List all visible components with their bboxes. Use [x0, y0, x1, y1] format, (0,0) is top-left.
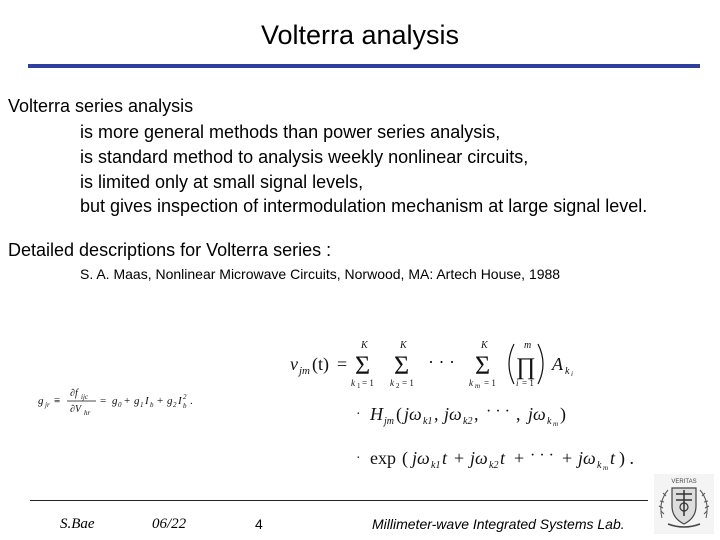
svg-text:2: 2	[173, 401, 177, 409]
svg-text:A: A	[552, 354, 563, 374]
footer-divider	[30, 500, 648, 501]
svg-text:∂f: ∂f	[70, 388, 78, 399]
bullet-line: is limited only at small signal levels,	[80, 172, 364, 192]
svg-text:(: (	[396, 404, 402, 424]
reference-citation: S. A. Maas, Nonlinear Microwave Circuits, Norwood, MA: Artech House, 1988	[80, 266, 561, 282]
svg-text:): )	[560, 404, 566, 424]
svg-text:· · ·: · · ·	[530, 447, 554, 464]
svg-text:I: I	[178, 395, 182, 407]
svg-text:=: =	[100, 395, 107, 407]
bullet-line: is more general methods than power series analysis,	[80, 122, 501, 142]
svg-text:,: ,	[434, 404, 439, 424]
svg-text:jω: jω	[412, 448, 430, 468]
svg-text:m: m	[553, 420, 559, 428]
svg-text:jω: jω	[528, 404, 546, 424]
svg-text:exp: exp	[370, 448, 396, 468]
svg-text:ijc: ijc	[81, 393, 88, 401]
svg-text:·: ·	[356, 407, 361, 422]
svg-text:1: 1	[357, 382, 361, 390]
svg-text:t: t	[500, 448, 506, 468]
svg-text:k1: k1	[431, 460, 441, 471]
svg-text:i: i	[571, 370, 573, 378]
bullet-line: but gives inspection of intermodulation mechanism at large signal level.	[80, 196, 648, 216]
svg-text:k1: k1	[423, 416, 433, 427]
slide-title: Volterra analysis	[260, 20, 460, 50]
svg-text:) .: ) .	[619, 448, 634, 468]
footer-author: S.Bae	[60, 516, 95, 532]
svg-text:+: +	[454, 448, 465, 468]
svg-text:jr: jr	[45, 401, 50, 409]
svg-text:m: m	[603, 464, 609, 472]
svg-text:hr: hr	[84, 409, 91, 417]
svg-text:= 1: = 1	[522, 378, 534, 388]
svg-text:v: v	[290, 354, 298, 374]
svg-text:k: k	[565, 366, 570, 377]
svg-text:(t): (t)	[312, 354, 329, 374]
svg-text:,: ,	[474, 404, 479, 424]
detail-heading: Detailed descriptions for Volterra series :	[8, 240, 332, 260]
svg-text:.: .	[190, 395, 193, 407]
svg-text:(: (	[402, 448, 408, 468]
svg-text:1: 1	[140, 401, 144, 409]
svg-text:·: ·	[356, 451, 361, 466]
svg-text:b: b	[150, 401, 154, 409]
svg-text:m: m	[475, 382, 481, 390]
svg-text:jω: jω	[470, 448, 488, 468]
section-heading: Volterra series analysis	[8, 96, 194, 116]
svg-text:g: g	[112, 395, 118, 407]
svg-text:jω: jω	[578, 448, 596, 468]
page-number: 4	[255, 516, 263, 532]
svg-text:i: i	[516, 378, 519, 388]
svg-text:=: =	[337, 354, 348, 374]
svg-text:g: g	[38, 395, 44, 407]
svg-text:g: g	[167, 395, 173, 407]
footer-lab-name: Millimeter-wave Integrated Systems Lab.	[372, 516, 625, 532]
svg-text:jm: jm	[384, 416, 394, 427]
svg-text:jm: jm	[299, 365, 310, 377]
university-emblem-logo	[654, 474, 714, 534]
svg-text:k: k	[469, 378, 473, 388]
svg-text:K: K	[400, 340, 407, 351]
svg-text:= 1: = 1	[484, 378, 496, 388]
svg-text:∏: ∏	[516, 354, 536, 380]
svg-text:+: +	[562, 448, 573, 468]
svg-text:+: +	[514, 448, 525, 468]
bullet-line: is standard method to analysis weekly nonlinear circuits,	[80, 147, 529, 167]
svg-text:= 1: = 1	[362, 378, 374, 388]
svg-text:Σ: Σ	[355, 351, 371, 380]
svg-text:g: g	[134, 395, 140, 407]
svg-text:Σ: Σ	[475, 351, 491, 380]
svg-text:b: b	[183, 402, 187, 410]
svg-text:t: t	[442, 448, 448, 468]
svg-text:k2: k2	[489, 460, 499, 471]
svg-text:2: 2	[396, 382, 400, 390]
svg-text:jω: jω	[444, 404, 462, 424]
svg-text:k: k	[351, 378, 355, 388]
svg-text:jω: jω	[404, 404, 422, 424]
svg-text:+: +	[124, 395, 131, 407]
svg-text:· · ·: · · ·	[486, 403, 510, 420]
svg-text:VERITAS: VERITAS	[671, 479, 697, 485]
svg-text:k: k	[390, 378, 394, 388]
svg-text:k: k	[597, 460, 602, 471]
svg-text:m: m	[524, 340, 532, 351]
svg-text:t: t	[610, 448, 616, 468]
svg-text:≡: ≡	[54, 395, 61, 407]
svg-text:Σ: Σ	[394, 351, 410, 380]
footer-date: 06/22	[152, 516, 187, 532]
svg-text:+: +	[157, 395, 164, 407]
svg-text:k2: k2	[463, 416, 473, 427]
svg-text:2: 2	[183, 393, 187, 401]
svg-text:K: K	[481, 340, 488, 351]
svg-text:· · ·: · · ·	[428, 352, 455, 372]
svg-text:I: I	[145, 395, 149, 407]
svg-text:k: k	[547, 416, 552, 427]
svg-text:0: 0	[118, 401, 122, 409]
svg-text:∂V: ∂V	[70, 404, 82, 415]
svg-text:H: H	[370, 404, 383, 424]
svg-text:K: K	[361, 340, 368, 351]
svg-text:= 1: = 1	[402, 378, 414, 388]
svg-text:,: ,	[516, 404, 521, 424]
